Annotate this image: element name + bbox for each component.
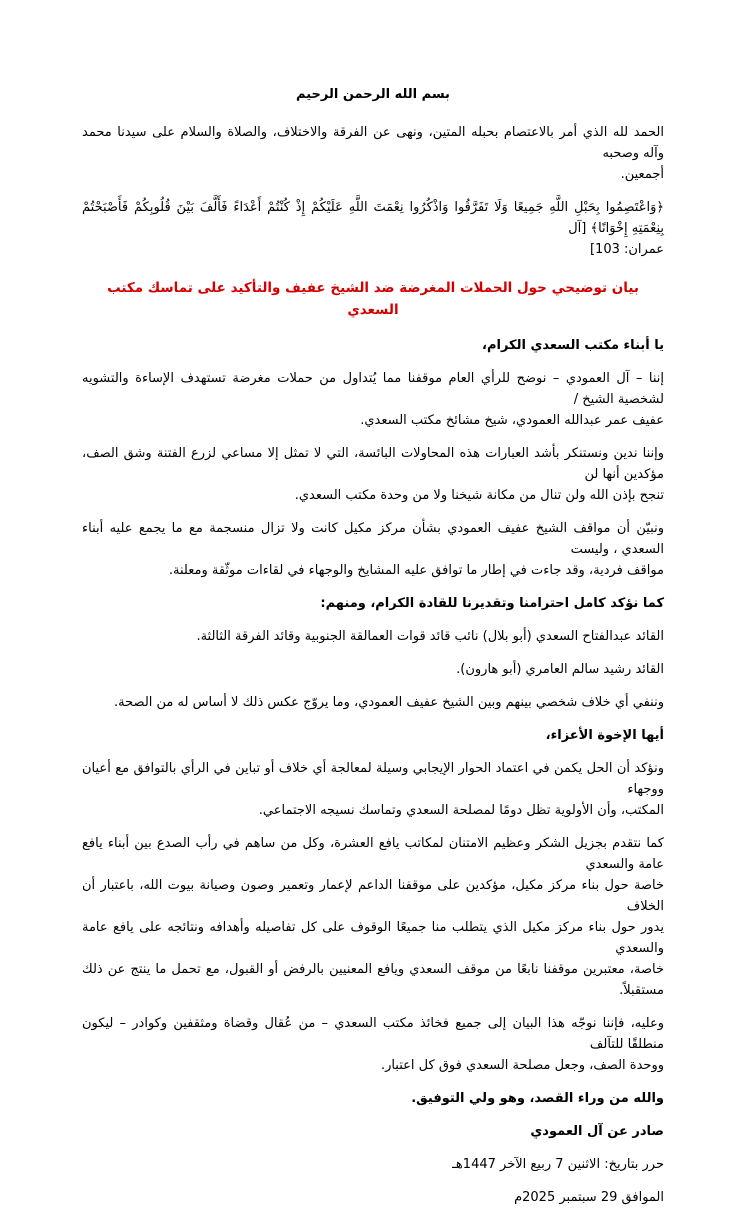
para1-line-2: عفيف عمر عبدالله العمودي، شيخ مشائخ مكتب السعدي. [360,413,664,428]
date-gregorian: الموافق 29 سبتمبر 2025م [514,1190,664,1205]
para6-line-2: ووحدة الصف، وجعل مصلحة السعدي فوق كل اعتبار. [380,1058,664,1073]
opening-line-1: الحمد لله الذي أمر بالاعتصام بحبله المتين، ونهى عن الفرقة والاختلاف، والصلاة والسلام على سيدنا محمد وآله وصحبه [82,125,664,161]
greeting-brothers: أيها الإخوة الأعزاء، [545,728,664,743]
para4-line-2: المكتب، وأن الأولوية تظل دومًا لمصلحة السعدي وتماسك نسيجه الاجتماعي. [258,803,664,818]
verse-line-2: عمران: 103] [589,242,664,257]
opening-line-2: أجمعين. [620,167,664,182]
leader-1: القائد عبدالفتاح السعدي (أبو بلال) نائب قائد قوات العمالقة الجنوبية وقائد الفرقة الثالثة. [196,629,664,644]
para5-line-4: خاصة، معتبرين موقفنا نابعًا من موقف السعدي ويافع المعنيين بالرفض أو القبول، مع تحمل ما ينتج عن ذلك مستقبلاً. [82,962,664,998]
paragraph-positions [82,518,664,581]
verse-line-1: ﴿وَاعْتَصِمُوا بِحَبْلِ اللَّهِ جَمِيعًا وَلَا تَفَرَّقُوا وَاذْكُرُوا نِعْمَتَ اللَّهِ عَلَيْكُمْ إِذْ كُنْتُمْ أَعْدَاءً فَأَلَّفَ بَيْنَ قُلُوبِكُمْ فَأَصْبَحْتُمْ بِنِعْمَتِهِ إِخْوَانًا﴾ [آل [82,200,664,236]
paragraph-clarification [82,368,664,431]
statement-title: بيان توضيحي حول الحملات المغرضة ضد الشيخ عفيف والتأكيد على تماسك مكتب السعدي [107,280,639,318]
paragraph-address [82,1013,664,1076]
closing-line: والله من وراء القصد، وهو ولي التوفيق. [411,1091,664,1106]
leader-2: القائد رشيد سالم العامري (أبو هارون). [456,662,664,677]
para2-line-1: وإننا ندين ونستنكر بأشد العبارات هذه المحاولات البائسة، التي لا تمثل إلا مساعي لزرع الفتنة وشق الصف، مؤكدين أنها لن [82,446,664,482]
para1-line-1: إننا – آل العمودي – نوضح للرأي العام موقفنا مما يُتداول من حملات مغرضة تستهدف الإساءة والتشويه لشخصية الشيخ / [82,371,664,407]
para3-line-2: مواقف فردية، وقد جاءت في إطار ما توافق عليه المشايخ والوجهاء في لقاءات موثّقة ومعلنة. [168,563,664,578]
paragraph-thanks [82,833,664,1001]
para2-line-2: تنجح بإذن الله ولن تنال من مكانة شيخنا ولا من وحدة مكتب السعدي. [294,488,664,503]
quran-verse [82,197,664,260]
greeting-office-sons: يا أبناء مكتب السعدي الكرام، [482,338,664,353]
basmala: بسم الله الرحمن الرحيم [296,87,450,102]
para6-line-1: وعليه، فإننا نوجّه هذا البيان إلى جميع فخائذ مكتب السعدي – من عُقال وقضاة ومثقفين وكوادر – ليكون منطلقًا للتآلف [82,1016,664,1052]
date-hijri: حرر بتاريخ: الاثنين 7 ربيع الآخر 1447هـ [452,1157,664,1172]
para5-line-2: خاصة حول بناء مركز مكيل، مؤكدين على موقفنا الداعم لإعمار وتعمير وصون وصيانة بيوت الله، باعتبار أن الخلاف [82,878,664,914]
opening-praise [82,122,664,185]
para3-line-1: ونبيّن أن مواقف الشيخ عفيف العمودي بشأن مركز مكيل كانت ولا تزال منسجمة مع ما يجمع عليه أبناء السعدي ، وليست [82,521,664,557]
denial-statement: وننفي أي خلاف شخصي بينهم وبين الشيخ عفيف العمودي، وما يروّج عكس ذلك لا أساس له من الصحة. [114,695,664,710]
paragraph-condemnation [82,443,664,506]
paragraph-dialogue [82,758,664,821]
para4-line-1: ونؤكد أن الحل يكمن في اعتماد الحوار الإيجابي وسيلة لمعالجة أي خلاف أو تباين في الرأي بالتوافق مع أعيان ووجهاء [82,761,664,797]
para5-line-1: كما نتقدم بجزيل الشكر وعظيم الامتنان لمكاتب يافع العشرة، وكل من ساهم في رأب الصدع بين أبناء يافع عامة والسعدي [82,836,664,872]
respect-heading: كما نؤكد كامل احترامنا وتقديرنا للقادة الكرام، ومنهم: [320,596,664,611]
issuer-line: صادر عن آل العمودي [530,1124,664,1139]
para5-line-3: يدور حول بناء مركز مكيل الذي يتطلب منا جميعًا الوقوف على كل تفاصيله وأهدافه ونتائجه على يافع عامة والسعدي [82,920,664,956]
